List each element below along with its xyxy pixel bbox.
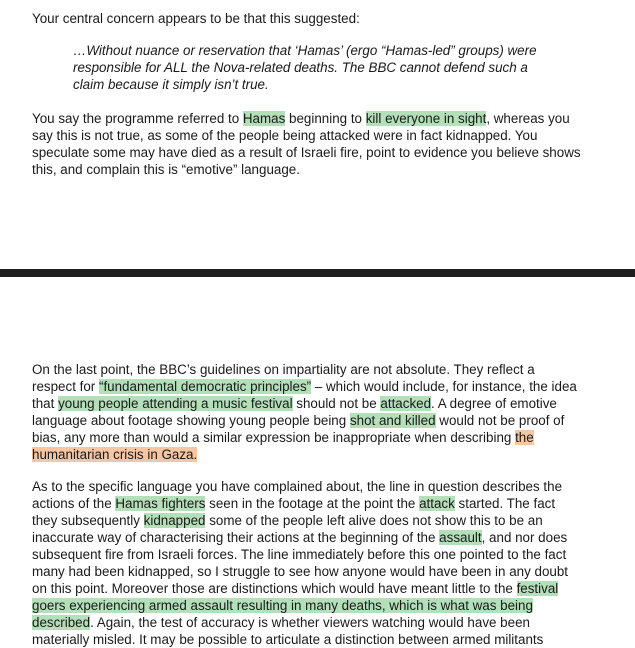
text-run: beginning to [285, 111, 366, 126]
highlight-green: young people attending a music festival [58, 396, 293, 411]
highlight-green: festival goers experiencing armed assault resulting in many deaths, which is what was being described [32, 581, 559, 630]
text-run: would not be proof of bias, any more than would a similar expression be inappropriate when describing [32, 413, 565, 445]
paragraph-3 [32, 478, 582, 648]
highlight-green: “fundamental democratic principles” [98, 379, 312, 394]
text-run: started. The fact they subsequently [32, 496, 556, 528]
intro-text: Your central concern appears to be that this suggested: [32, 11, 360, 26]
text-run: . A degree of emotive language about footage showing young people being [32, 396, 557, 428]
text-run: some of the people left alive does not show this to be an inaccurate way of characterising their actions at the beginning of the [32, 513, 543, 545]
highlight-green: shot and killed [349, 413, 436, 428]
text-run: , and nor does subsequent fire from Israeli forces. The line immediately before this one pointed to the fact many had been kidnapped, so I struggle to see how anyone would have been in any doubt on this point. Moreover those are distinctions which would have meant little to the [32, 530, 569, 596]
text-run: , whereas you say this is not true, as some of the people being attacked were in fact kidnapped. You speculate some may have died as a result of Israeli fire, point to evidence you believe shows this, and complain this is “emotive” language. [32, 111, 581, 177]
text-run: – which would include, for instance, the idea that [32, 379, 577, 411]
text-run: . Again, the test of accuracy is whether viewers watching would have been materially misled. It may be possible to articulate a distinction between armed militants [32, 615, 544, 647]
highlight-orange: the humanitarian crisis in Gaza. [32, 430, 534, 462]
highlight-green: Hamas fighters [115, 496, 206, 511]
text-run: On the last point, the BBC’s guidelines on impartiality are not absolute. They reflect a respect for [32, 362, 535, 394]
paragraph-2 [32, 361, 582, 463]
highlight-green: kidnapped [143, 513, 206, 528]
block-quote: …Without nuance or reservation that ‘Hamas’ (ergo “Hamas-led” groups) were responsible for ALL the Nova-related deaths. The BBC cannot defend such a claim because it simply isn’t true. [73, 43, 537, 92]
highlight-green: attacked [380, 396, 432, 411]
text-run: seen in the footage at the point the [205, 496, 420, 511]
highlight-green: assault [439, 530, 482, 545]
highlight-green: Hamas [242, 111, 286, 126]
text-run: As to the specific language you have complained about, the line in question describes the actions of the [32, 479, 563, 511]
highlight-green: kill everyone in sight [365, 111, 487, 126]
text-run: You say the programme referred to [32, 111, 243, 126]
paragraph-1 [32, 110, 582, 178]
text-run: should not be [292, 396, 381, 411]
page-divider [0, 269, 635, 277]
highlight-green: attack [419, 496, 455, 511]
